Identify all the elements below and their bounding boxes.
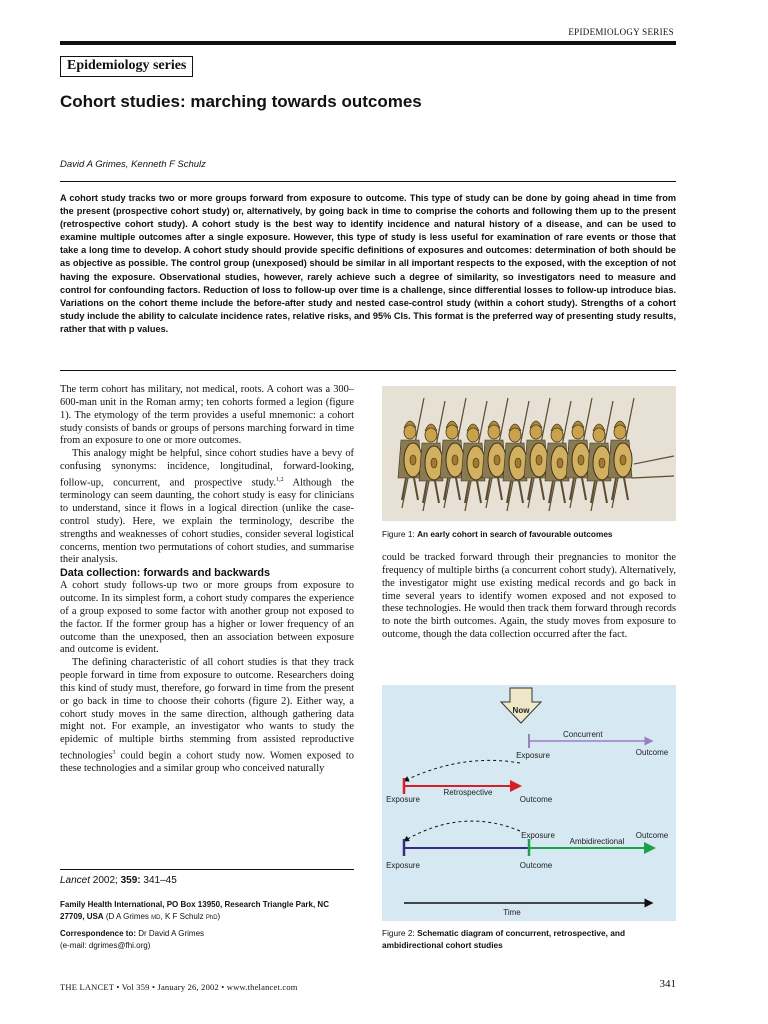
- running-header: EPIDEMIOLOGY SERIES: [568, 27, 674, 37]
- header-rule: [60, 41, 676, 45]
- retrospective-exposure-label: Exposure: [386, 795, 420, 804]
- degree: MD: [151, 914, 161, 921]
- journal-name: Lancet: [60, 875, 91, 886]
- figure-caption-text: Schematic diagram of concurrent, retrospective, and ambidirectional cohort studies: [382, 928, 626, 950]
- affiliation-line: [60, 899, 354, 924]
- body-left-column: [60, 384, 354, 776]
- paren: ): [217, 911, 221, 921]
- figure-2-diagram: [382, 685, 676, 921]
- citation-year: 2002;: [90, 875, 121, 886]
- citation-rule: [60, 869, 354, 870]
- correspondence-name: Dr David A Grimes: [136, 929, 205, 938]
- degree: PhD: [205, 914, 218, 921]
- roman-cohort-illustration: [382, 386, 676, 521]
- page-number: 341: [659, 978, 676, 990]
- footer-journal: THE LANCET • Vol 359 • January 26, 2002 • www.thelancet.com: [60, 982, 298, 992]
- body-right-column: [382, 552, 676, 642]
- ambidirectional-label: Ambidirectional: [569, 837, 625, 846]
- abstract-top-rule: [60, 181, 676, 182]
- concurrent-label: Concurrent: [563, 730, 603, 739]
- section-heading: Data collection: forwards and backwards: [60, 567, 270, 580]
- paragraph-text: could begin a cohort study now. Women exposed to these technologies and a similar group who conceived naturally: [60, 750, 354, 775]
- email: (e-mail: dgrimes@fhi.org): [60, 940, 151, 950]
- abstract-bottom-rule: [60, 370, 676, 371]
- reference: 3: [112, 750, 116, 757]
- paragraph: [60, 448, 354, 567]
- figure-1-image: [382, 386, 676, 521]
- figure-1-caption: [382, 529, 676, 541]
- reference: 1,2: [276, 476, 284, 483]
- retrospective-label: Retrospective: [443, 788, 493, 797]
- article-title: Cohort studies: marching towards outcomes: [60, 92, 422, 111]
- figure-label: Figure 2:: [382, 928, 418, 938]
- paragraph: The term cohort has military, not medical, roots. A cohort was a 300–600-man unit in the Roman army; ten cohorts formed a legion (figure 1). The etymology of the term provides a useful mnemonic: a cohort study consists of bands or groups of persons marching forward in time from an exposure to one or more outcomes.: [60, 384, 354, 447]
- paragraph: A cohort study follows-up two or more groups from exposure to outcome. In its simplest form, a cohort study compares the experience of a group exposed to some factor with another group not exposed to the factor. If the former group has a higher or lower frequency of an outcome than the unexposed, then an association between exposure and outcome is evident.: [60, 580, 354, 656]
- paragraph-text: This analogy might be helpful, since cohort studies have a bevy of confusing synonyms: incidence, longitudinal, forward-looking, follow-up, concurrent, and prospective study.: [60, 448, 354, 489]
- ambidirectional-outcome-label-2: Outcome: [519, 861, 553, 870]
- ambidirectional-back-arrow: [404, 821, 520, 841]
- figure-2-caption: [382, 928, 676, 951]
- organization: Family Health International, PO Box 13950, Research Triangle Park, NC 27709, USA: [60, 900, 329, 921]
- retrospective-outcome-label: Outcome: [519, 795, 553, 804]
- paragraph-text: The defining characteristic of all cohort studies is that they track people forward in time from exposure to outcome. Researchers doing this kind of study must, therefore, go forward in time from the present or go back in time to choose their cohorts (figure 2). Either way, a cohort study moves in the same direction, although gathering data might not. For example, an investigator who wants to study the epidemic of multiple births stemming from assisted reproductive technologies: [60, 657, 354, 762]
- now-label: Now: [512, 706, 530, 715]
- paragraph-text: Although the terminology can seem daunting, the cohort study is easy for clinicians to understand, since it flows in a logical direction (unlike the case-control study). Here, we explain the terminology, describe the strengths and weaknesses of cohort studies, consider several logistical concerns, mention two permutations of cohort studies, and summarise their analysis.: [60, 477, 354, 566]
- cohort-schematic: [382, 685, 676, 921]
- series-box: Epidemiology series: [60, 56, 193, 77]
- time-label: Time: [503, 908, 521, 917]
- concurrent-outcome-label: Outcome: [635, 748, 669, 757]
- authors: David A Grimes, Kenneth F Schulz: [60, 159, 206, 170]
- citation-pages: 341–45: [140, 875, 177, 886]
- author-initials: (D A Grimes: [103, 911, 152, 921]
- affiliation: [60, 899, 354, 951]
- citation-volume: 359:: [120, 875, 141, 886]
- correspondence: [60, 928, 354, 940]
- abstract: A cohort study tracks two or more groups forward from exposure to outcome. This type of study can be done by going ahead in time from the present (prospective cohort study) or, alternatively, by going back in time to comprise the cohorts and following them up to the present (retrospective cohort study). A cohort study is the best way to identify incidence and natural history of a disease, and can be used to examine multiple outcomes after a single exposure. However, this type of study is less useful for examination of rare events or those that take a long time to develop. A cohort study should provide specific definitions of exposures and outcomes: determination of both should be as objective as possible. The control group (unexposed) should be similar in all important respects to the exposed, with the exception of not having the exposure. Observational studies, however, rarely achieve such a degree of similarity, so investigators need to measure and control for confounding factors. Reduction of loss to follow-up over time is a challenge, since differential losses to follow-up introduce bias. Variations on the cohort theme include the before-after study and nested case-control study (within a cohort study). Strengths of a cohort study include the ability to calculate incidence rates, relative risks, and 95% CIs. This format is the preferred way of presenting study results, rather that with p values.: [60, 193, 676, 334]
- ambidirectional-exposure-label-2: Exposure: [386, 861, 420, 870]
- citation: [60, 875, 177, 886]
- concurrent-exposure-label: Exposure: [516, 751, 550, 760]
- correspondence-label: Correspondence to:: [60, 929, 137, 938]
- author-initials: , K F Schulz: [160, 911, 206, 921]
- figure-label: Figure 1:: [382, 529, 418, 539]
- figure-caption-text: An early cohort in search of favourable outcomes: [417, 529, 613, 539]
- ambidirectional-exposure-label: Exposure: [521, 831, 555, 840]
- retrospective-back-arrow: [404, 760, 520, 781]
- ambidirectional-outcome-label: Outcome: [635, 831, 669, 840]
- paragraph: could be tracked forward through their pregnancies to monitor the frequency of multiple births (a concurrent cohort study). Alternatively, the investigator might use existing medical records and go back in time several years to identify women exposed and not exposed to these technologies. He would then track them forward through records to note the birth outcomes. Again, the study moves from exposure to outcome, though the data collection occurred after the fact.: [382, 552, 676, 641]
- paragraph: [60, 657, 354, 776]
